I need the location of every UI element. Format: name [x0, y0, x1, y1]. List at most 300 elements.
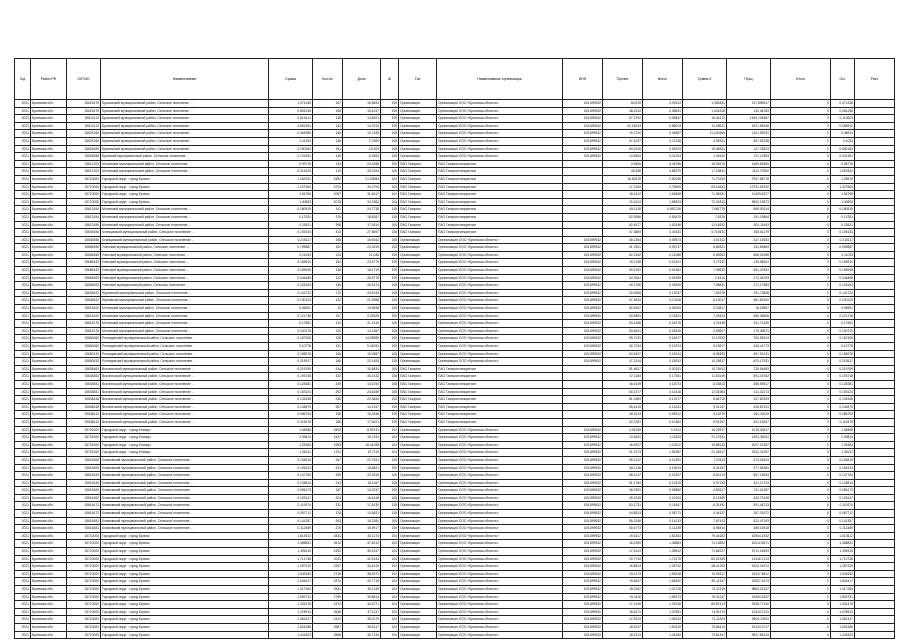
table-cell[interactable]: 26,4473 [343, 282, 381, 290]
table-cell[interactable]: 8,03813 [683, 380, 727, 388]
table-cell[interactable]: Брянская обл. [31, 449, 67, 457]
table-cell[interactable]: 15645496 [67, 236, 101, 244]
table-cell[interactable]: 1,33148 [643, 601, 683, 609]
table-cell[interactable]: Климовский муниципальный район, Сельское поселение ... [101, 494, 269, 502]
table-cell[interactable]: 2021 [15, 479, 31, 487]
table-cell[interactable]: 511,19854 [727, 213, 771, 221]
table-cell[interactable]: 0,125153 [831, 282, 855, 290]
table-cell[interactable]: 0 [771, 403, 831, 411]
table-cell[interactable]: 12751,91932 [727, 183, 771, 191]
table-cell[interactable]: 0 [771, 221, 831, 229]
table-cell[interactable]: 104 [381, 426, 399, 434]
table-cell[interactable]: Городской округ - город Брянск [101, 570, 269, 578]
table-cell[interactable]: 2078 [313, 198, 343, 206]
table-cell[interactable]: Организация [399, 487, 437, 495]
table-cell[interactable]: 1,61351 [643, 532, 683, 540]
table-cell[interactable]: Выгоничский муниципальный район, Сельское поселение ... [101, 403, 269, 411]
table-cell[interactable]: 0 [771, 623, 831, 631]
table-cell[interactable]: 179,45671 [727, 327, 771, 335]
table-cell[interactable]: Городской округ - город Брянск [101, 631, 269, 639]
table-cell[interactable]: Унечский муниципальный район, Сельское поселение ... [101, 251, 269, 259]
table-cell[interactable]: Организация ООО «Брянская область» [437, 350, 563, 358]
table-cell[interactable]: 1,25383 [831, 441, 855, 449]
table-cell[interactable]: Организация ООО «Брянская область» [437, 289, 563, 297]
table-cell[interactable]: Организация ООО «Брянская область» [437, 335, 563, 343]
table-cell[interactable]: 105 [381, 115, 399, 123]
table-cell[interactable]: 0 [771, 548, 831, 556]
table-cell[interactable]: 105 [381, 213, 399, 221]
table-cell[interactable]: 2021 [15, 259, 31, 267]
table-cell[interactable]: 0,130123 [269, 297, 313, 305]
table-cell[interactable]: 9124,31874 [727, 563, 771, 571]
table-cell[interactable]: 104 [381, 548, 399, 556]
table-cell[interactable]: 105 [381, 282, 399, 290]
table-cell[interactable]: 2021 [15, 145, 31, 153]
table-cell[interactable]: 287,31972 [727, 510, 771, 518]
table-cell[interactable]: 0 [771, 168, 831, 176]
table-cell[interactable]: 15710000 [67, 570, 101, 578]
table-cell[interactable]: 42,7234 [603, 343, 643, 351]
table-cell[interactable]: 17,6321 [343, 418, 381, 426]
table-cell[interactable]: 1955 [313, 441, 343, 449]
table-cell[interactable]: Организация [399, 244, 437, 252]
table-cell[interactable] [855, 532, 895, 540]
table-cell[interactable]: 0,147784 [831, 472, 855, 480]
table-cell[interactable]: 2021 [15, 487, 31, 495]
table-cell[interactable]: Мглинский муниципальный район, Сельское поселение ... [101, 327, 269, 335]
table-cell[interactable]: 104 [381, 631, 399, 639]
table-cell[interactable]: Клинцовский муниципальный район, Сельское поселение ... [101, 229, 269, 237]
table-cell[interactable]: 19,1768 [603, 259, 643, 267]
table-cell[interactable]: 14,2237 [343, 487, 381, 495]
table-cell[interactable] [855, 312, 895, 320]
table-cell[interactable]: 50,878 [603, 100, 643, 108]
table-cell[interactable]: Рогнединский муниципальный район, Сельское поселение ... [101, 335, 269, 343]
table-cell[interactable]: 53,9853 [603, 312, 643, 320]
table-cell[interactable]: 15710000 [67, 593, 101, 601]
table-cell[interactable]: 0 [771, 289, 831, 297]
table-cell[interactable]: 0,100175 [269, 327, 313, 335]
table-cell[interactable]: 0,215117 [269, 236, 313, 244]
table-cell[interactable]: Организация [399, 122, 437, 130]
table-cell[interactable]: 0,087712 [831, 510, 855, 518]
table-cell[interactable]: 105 [381, 335, 399, 343]
table-cell[interactable]: 2021 [15, 206, 31, 214]
table-cell[interactable]: 15710000 [67, 532, 101, 540]
table-cell[interactable] [855, 616, 895, 624]
table-cell[interactable]: 0 [771, 525, 831, 533]
table-cell[interactable]: 105 [381, 494, 399, 502]
table-cell[interactable]: 301,14527 [727, 418, 771, 426]
table-cell[interactable]: 204 [313, 494, 343, 502]
table-cell[interactable]: 105,899932 [563, 563, 603, 571]
table-cell[interactable]: 0 [771, 335, 831, 343]
table-cell[interactable]: 591,47932 [727, 373, 771, 381]
table-cell[interactable]: 6,83321 [683, 244, 727, 252]
table-cell[interactable]: 105 [381, 525, 399, 533]
table-cell[interactable]: 2021 [15, 434, 31, 442]
table-cell[interactable]: 0 [771, 251, 831, 259]
table-cell[interactable]: 0,41631 [643, 229, 683, 237]
table-cell[interactable]: 0 [771, 434, 831, 442]
table-cell[interactable]: 52,3956 [603, 213, 643, 221]
table-cell[interactable]: 0 [771, 411, 831, 419]
table-cell[interactable]: 18,2289 [603, 540, 643, 548]
table-cell[interactable]: Унечский муниципальный район, Сельское поселение ... [101, 274, 269, 282]
table-cell[interactable] [855, 130, 895, 138]
table-cell[interactable]: Брянская обл. [31, 365, 67, 373]
table-cell[interactable]: 23,3319 [343, 244, 381, 252]
table-cell[interactable]: 24,7735 [343, 206, 381, 214]
table-cell[interactable] [563, 380, 603, 388]
table-cell[interactable]: 1,083431 [683, 100, 727, 108]
table-cell[interactable]: ПАО Газпром межрегион [437, 380, 563, 388]
table-cell[interactable]: 1219,49317 [727, 426, 771, 434]
table-cell[interactable]: 15616449 [67, 472, 101, 480]
table-cell[interactable]: 1,592731 [831, 593, 855, 601]
table-cell[interactable]: 15701000 [67, 426, 101, 434]
table-cell[interactable]: 0,141357 [269, 517, 313, 525]
table-cell[interactable] [855, 335, 895, 343]
table-cell[interactable]: 105 [381, 320, 399, 328]
table-cell[interactable]: Организация ООО «Брянская область» [437, 608, 563, 616]
table-cell[interactable]: Городской округ - город Брянск [101, 578, 269, 586]
table-cell[interactable] [855, 525, 895, 533]
table-cell[interactable]: Брянская обл. [31, 472, 67, 480]
table-cell[interactable]: 15612103 [67, 160, 101, 168]
table-cell[interactable]: 7,87413 [683, 517, 727, 525]
table-cell[interactable] [563, 411, 603, 419]
table-cell[interactable]: 104 [381, 623, 399, 631]
table-cell[interactable]: 2687 [313, 623, 343, 631]
table-cell[interactable]: Организация ООО «Брянская область» [437, 358, 563, 366]
table-cell[interactable]: 0 [771, 540, 831, 548]
table-cell[interactable]: 58,4137 [603, 472, 643, 480]
table-cell[interactable]: Городской округ - город Клинцы [101, 449, 269, 457]
table-cell[interactable]: 62,1342 [603, 251, 643, 259]
table-cell[interactable]: 2021 [15, 510, 31, 518]
table-cell[interactable]: 0,060184 [831, 145, 855, 153]
table-cell[interactable]: 104 [381, 563, 399, 571]
table-cell[interactable]: 17,5313 [603, 616, 643, 624]
table-cell[interactable]: Брянская обл. [31, 198, 67, 206]
table-cell[interactable]: Городской округ - город Брянск [101, 532, 269, 540]
table-cell[interactable]: 1101,99231 [727, 130, 771, 138]
table-cell[interactable]: 2372 [313, 601, 343, 609]
table-cell[interactable]: 10317,8812 [727, 570, 771, 578]
table-cell[interactable]: 17,6124 [603, 548, 643, 556]
table-cell[interactable]: 105 [381, 388, 399, 396]
table-cell[interactable]: Выгоничский муниципальный район, Сельское поселение ... [101, 411, 269, 419]
table-cell[interactable]: Брянская обл. [31, 343, 67, 351]
table-cell[interactable]: 15624113 [67, 122, 101, 130]
table-cell[interactable]: Брянская обл. [31, 145, 67, 153]
table-cell[interactable]: ПАО Газпром межрегион [437, 411, 563, 419]
table-cell[interactable]: 2021 [15, 115, 31, 123]
table-cell[interactable]: 0,98776 [831, 160, 855, 168]
table-cell[interactable]: 83,21349 [683, 555, 727, 563]
table-cell[interactable]: 1,44182 [643, 631, 683, 639]
table-cell[interactable]: 56,3148 [603, 517, 643, 525]
table-cell[interactable]: 0 [771, 608, 831, 616]
table-cell[interactable]: Организация ООО «Брянская область» [437, 130, 563, 138]
table-cell[interactable]: 14,1347 [343, 403, 381, 411]
table-cell[interactable]: Организация ООО «Брянская область» [437, 593, 563, 601]
table-cell[interactable]: 16,22917 [683, 426, 727, 434]
table-cell[interactable]: 151 [313, 145, 343, 153]
table-cell[interactable]: 15701000 [67, 434, 101, 442]
table-cell[interactable]: 15,7441 [343, 434, 381, 442]
table-cell[interactable]: 5,13279 [683, 411, 727, 419]
table-cell[interactable]: 22,7541 [343, 456, 381, 464]
table-cell[interactable]: 725,54983 [727, 365, 771, 373]
table-cell[interactable]: 0,12377 [643, 396, 683, 404]
table-cell[interactable]: ПАО Газпром межрегион [437, 168, 563, 176]
table-cell[interactable]: 105 [381, 456, 399, 464]
table-cell[interactable] [855, 221, 895, 229]
table-cell[interactable]: 104 [381, 175, 399, 183]
table-cell[interactable]: 0,112489 [831, 525, 855, 533]
table-cell[interactable]: 763,59313 [727, 335, 771, 343]
table-cell[interactable]: Организация [399, 502, 437, 510]
table-cell[interactable]: 2087 [313, 191, 343, 199]
table-cell[interactable]: Брянская обл. [31, 586, 67, 594]
table-cell[interactable]: 1,40893 [269, 198, 313, 206]
table-cell[interactable]: 15648422 [67, 297, 101, 305]
table-cell[interactable] [563, 229, 603, 237]
table-cell[interactable]: 1,549183 [269, 570, 313, 578]
table-cell[interactable]: 15710000 [67, 198, 101, 206]
table-cell[interactable]: 1,36211 [831, 449, 855, 457]
table-cell[interactable]: 15710000 [67, 183, 101, 191]
table-cell[interactable]: Организация [399, 335, 437, 343]
table-cell[interactable]: 2021 [15, 343, 31, 351]
table-cell[interactable]: 5,19917 [683, 343, 727, 351]
table-cell[interactable]: 40,1174 [343, 532, 381, 540]
table-cell[interactable]: 105,899932 [563, 608, 603, 616]
table-cell[interactable] [855, 396, 895, 404]
table-cell[interactable]: 57,4237 [603, 137, 643, 145]
table-cell[interactable]: 1,417284 [831, 586, 855, 594]
table-cell[interactable]: 46,0391 [603, 487, 643, 495]
table-cell[interactable]: 0,106123 [269, 464, 313, 472]
table-cell[interactable]: 2021 [15, 107, 31, 115]
table-cell[interactable]: 289 [313, 472, 343, 480]
table-cell[interactable]: 105,899932 [563, 320, 603, 328]
table-cell[interactable]: 1,396115 [269, 548, 313, 556]
table-cell[interactable]: Брянская обл. [31, 282, 67, 290]
table-cell[interactable]: 1,52419 [643, 623, 683, 631]
table-cell[interactable]: Брасовский муниципальный район, Сельское поселение ... [101, 100, 269, 108]
table-cell[interactable]: 2021 [15, 555, 31, 563]
table-cell[interactable]: 4,83317 [683, 487, 727, 495]
table-cell[interactable]: 124 [313, 251, 343, 259]
table-cell[interactable]: 52,9511 [603, 274, 643, 282]
table-cell[interactable]: 0,131548 [831, 396, 855, 404]
table-cell[interactable] [855, 426, 895, 434]
table-cell[interactable]: 105 [381, 502, 399, 510]
table-cell[interactable]: 2021 [15, 472, 31, 480]
table-cell[interactable]: 170 [313, 289, 343, 297]
table-cell[interactable]: Организация [399, 593, 437, 601]
table-cell[interactable]: 198 [313, 236, 343, 244]
table-cell[interactable]: 0 [771, 213, 831, 221]
table-cell[interactable]: 11493,6377 [727, 191, 771, 199]
table-cell[interactable]: 184 [313, 259, 343, 267]
table-cell[interactable]: 1,227364 [269, 183, 313, 191]
table-cell[interactable]: 4,74448 [683, 320, 727, 328]
table-cell[interactable]: 2021 [15, 373, 31, 381]
table-cell[interactable]: 42,18433 [603, 122, 643, 130]
table-cell[interactable]: 0 [771, 517, 831, 525]
table-cell[interactable]: Брянская обл. [31, 358, 67, 366]
table-cell[interactable]: 71,73193 [683, 175, 727, 183]
table-cell[interactable]: 0,08631 [643, 107, 683, 115]
table-cell[interactable]: 132 [313, 297, 343, 305]
table-cell[interactable]: Городской округ - город Клинцы [101, 434, 269, 442]
table-cell[interactable]: 16,5342 [343, 236, 381, 244]
table-cell[interactable]: ПАО Газпром [399, 221, 437, 229]
table-cell[interactable]: 24,8159 [343, 388, 381, 396]
table-cell[interactable]: Брянская обл. [31, 548, 67, 556]
table-cell[interactable] [855, 282, 895, 290]
table-cell[interactable] [855, 631, 895, 639]
table-cell[interactable]: 37,8213 [343, 540, 381, 548]
table-cell[interactable]: ПАО Газпром [399, 396, 437, 404]
table-cell[interactable]: 2021 [15, 525, 31, 533]
table-cell[interactable]: 0,10914 [643, 464, 683, 472]
table-cell[interactable]: 244 [313, 365, 343, 373]
table-cell[interactable]: 19,1173 [603, 570, 643, 578]
table-cell[interactable]: 0,11521 [643, 312, 683, 320]
table-cell[interactable]: 1,458831 [831, 540, 855, 548]
table-cell[interactable]: 398 [313, 221, 343, 229]
table-cell[interactable]: 2021 [15, 160, 31, 168]
table-cell[interactable]: Климовский муниципальный район, Сельское поселение ... [101, 517, 269, 525]
table-cell[interactable]: 0 [771, 555, 831, 563]
table-cell[interactable]: Организация [399, 555, 437, 563]
table-cell[interactable]: 0,12919 [643, 479, 683, 487]
table-cell[interactable]: ПАО Газпром [399, 206, 437, 214]
table-cell[interactable]: Брасовский муниципальный район, Сельское поселение ... [101, 122, 269, 130]
table-cell[interactable]: 105,899932 [563, 145, 603, 153]
table-cell[interactable]: 2021 [15, 251, 31, 259]
table-cell[interactable]: 105 [381, 137, 399, 145]
table-cell[interactable]: 105 [381, 312, 399, 320]
table-cell[interactable]: Брянская обл. [31, 274, 67, 282]
table-cell[interactable]: 0,18315 [643, 327, 683, 335]
table-cell[interactable]: 623,17931 [727, 358, 771, 366]
table-cell[interactable] [855, 373, 895, 381]
table-cell[interactable]: 4,68275 [643, 168, 683, 176]
table-cell[interactable]: 15615175 [67, 327, 101, 335]
table-cell[interactable]: 8,99731 [343, 426, 381, 434]
table-cell[interactable]: 0,15101 [643, 259, 683, 267]
table-cell[interactable]: 0,119374 [269, 502, 313, 510]
table-cell[interactable] [855, 388, 895, 396]
table-cell[interactable]: 15638451 [67, 388, 101, 396]
table-cell[interactable]: 1,524186 [269, 623, 313, 631]
table-cell[interactable]: 0,01461 [643, 267, 683, 275]
table-cell[interactable]: 105 [381, 464, 399, 472]
table-cell[interactable]: 569,30314 [727, 206, 771, 214]
table-cell[interactable]: 21,44517 [683, 449, 727, 457]
table-cell[interactable]: 15656453 [67, 274, 101, 282]
table-cell[interactable]: 68,41193 [683, 563, 727, 571]
table-cell[interactable] [855, 350, 895, 358]
table-cell[interactable]: 0 [771, 464, 831, 472]
table-cell[interactable]: 40,1786 [603, 282, 643, 290]
table-cell[interactable]: 292 [313, 388, 343, 396]
table-cell[interactable]: 13,4831 [603, 434, 643, 442]
column-header[interactable]: ID [381, 59, 399, 100]
table-cell[interactable]: 5,44931 [343, 343, 381, 351]
table-cell[interactable]: 2,4414 [683, 274, 727, 282]
table-cell[interactable]: 2021 [15, 365, 31, 373]
table-cell[interactable]: 0,11033 [831, 251, 855, 259]
table-cell[interactable]: Унечский муниципальный район, Сельское поселение ... [101, 244, 269, 252]
table-cell[interactable]: 105,899932 [563, 441, 603, 449]
table-cell[interactable]: 1,287319 [831, 563, 855, 571]
table-cell[interactable]: 0,131351 [269, 153, 313, 161]
table-cell[interactable]: 122 [313, 274, 343, 282]
table-cell[interactable]: Брянская обл. [31, 517, 67, 525]
table-cell[interactable]: 0,20191 [643, 365, 683, 373]
table-cell[interactable] [855, 251, 895, 259]
table-cell[interactable]: 16,44173 [683, 115, 727, 123]
table-cell[interactable]: 1,36211 [269, 449, 313, 457]
table-cell[interactable]: 2021 [15, 608, 31, 616]
table-cell[interactable]: 18,4714 [343, 267, 381, 275]
table-cell[interactable] [855, 570, 895, 578]
table-cell[interactable]: Климовский муниципальный район, Сельское поселение ... [101, 472, 269, 480]
table-cell[interactable]: 0 [771, 350, 831, 358]
table-cell[interactable]: 2021 [15, 502, 31, 510]
table-cell[interactable]: Брасовский муниципальный район, Сельское поселение ... [101, 115, 269, 123]
table-cell[interactable]: 21,29683 [343, 175, 381, 183]
table-cell[interactable]: Брасовский муниципальный район, Сельское поселение ... [101, 145, 269, 153]
table-cell[interactable]: Организация [399, 274, 437, 282]
table-cell[interactable]: Брянская обл. [31, 532, 67, 540]
table-cell[interactable]: Выгоничский муниципальный район, Сельское поселение ... [101, 418, 269, 426]
table-cell[interactable]: 0,180519 [269, 206, 313, 214]
table-cell[interactable]: ПАО Газпром межрегион [437, 160, 563, 168]
table-cell[interactable]: 2007,14387 [727, 441, 771, 449]
table-cell[interactable]: 105,899932 [563, 479, 603, 487]
table-cell[interactable]: 30,2793 [343, 183, 381, 191]
table-cell[interactable]: Организация ООО «Брянская область» [437, 107, 563, 115]
table-cell[interactable]: 2021 [15, 631, 31, 639]
table-cell[interactable]: 49,2249 [603, 494, 643, 502]
table-cell[interactable]: 0 [771, 267, 831, 275]
table-cell[interactable]: 17,9314 [343, 221, 381, 229]
table-cell[interactable]: Организация [399, 327, 437, 335]
table-cell[interactable]: 28,3154 [343, 168, 381, 176]
table-cell[interactable]: 104 [381, 578, 399, 586]
table-cell[interactable]: 2021 [15, 130, 31, 138]
table-cell[interactable]: 1112,70302 [727, 168, 771, 176]
table-cell[interactable]: 0,128381 [831, 380, 855, 388]
table-cell[interactable]: 0,046485 [831, 274, 855, 282]
table-cell[interactable]: Организация ООО «Брянская область» [437, 563, 563, 571]
table-cell[interactable] [855, 206, 895, 214]
table-cell[interactable]: 46,9113 [603, 411, 643, 419]
table-cell[interactable]: Организация [399, 517, 437, 525]
table-cell[interactable]: 322 [313, 373, 343, 381]
table-cell[interactable]: 0,04887 [643, 130, 683, 138]
table-cell[interactable]: 101,71435 [727, 320, 771, 328]
table-cell[interactable]: 15624160 [67, 130, 101, 138]
